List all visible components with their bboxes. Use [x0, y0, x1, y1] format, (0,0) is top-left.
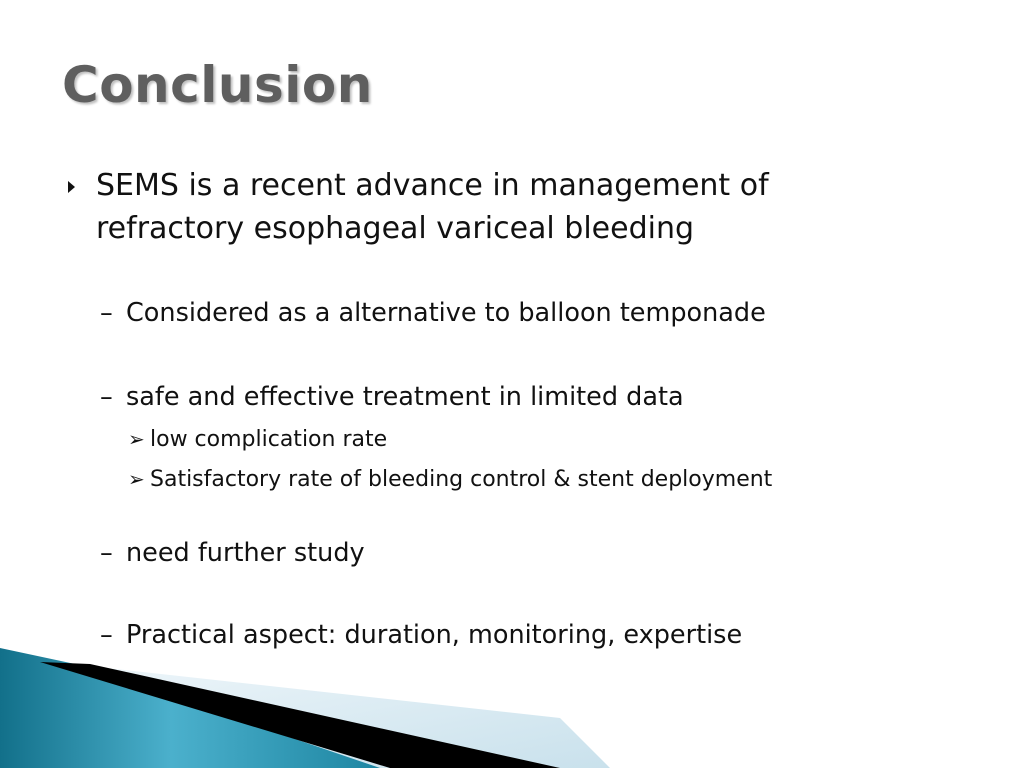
bullet-text-line-2: refractory esophageal variceal bleeding — [96, 211, 695, 246]
sub-sub-bullet-text: Satisfactory rate of bleeding control & stent deployment — [150, 467, 773, 492]
dash-icon: – — [100, 620, 113, 650]
dash-icon: – — [100, 382, 113, 412]
dash-icon: – — [100, 538, 113, 568]
sub-bullet-text: Practical aspect: duration, monitoring, expertise — [126, 620, 743, 650]
sub-bullet-text: need further study — [126, 538, 365, 568]
sub-sub-bullet-complication — [128, 424, 387, 455]
dash-icon: – — [100, 298, 113, 328]
chevron-arrow-icon: ➢ — [128, 467, 145, 491]
bullet-text-line-1: SEMS is a recent advance in management of — [96, 168, 769, 203]
sub-bullet-text: safe and effective treatment in limited data — [126, 382, 684, 412]
sub-sub-bullet-satisfactory — [128, 464, 772, 495]
sub-bullet-safe-effective — [100, 380, 684, 414]
sub-bullet-alternative — [100, 296, 766, 330]
chevron-arrow-icon: ➢ — [128, 427, 145, 451]
bullet-arrow-icon — [68, 181, 75, 193]
sub-sub-bullet-text: low complication rate — [150, 427, 388, 452]
sub-bullet-text: Considered as a alternative to balloon temponade — [126, 298, 766, 328]
sub-bullet-practical-aspect — [100, 618, 742, 652]
slide-title: Conclusion — [62, 56, 373, 114]
sub-bullet-further-study — [100, 536, 365, 570]
